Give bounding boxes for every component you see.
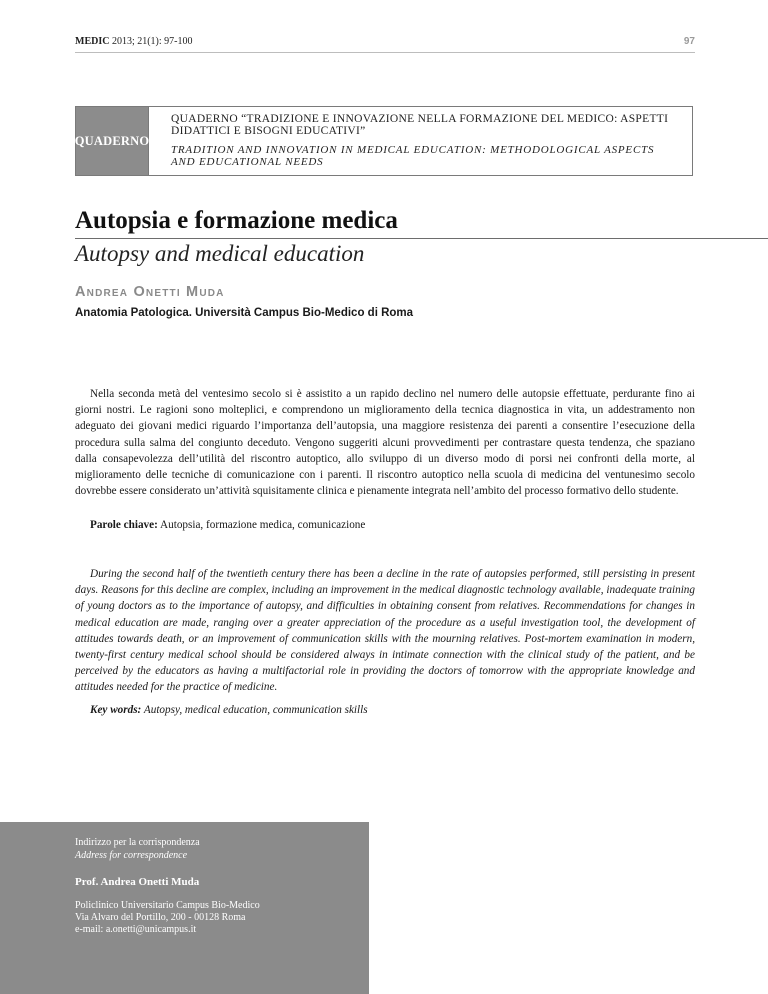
- keywords-values: Autopsia, formazione medica, comunicazione: [160, 519, 366, 531]
- correspondence-name: Prof. Andrea Onetti Muda: [75, 876, 200, 888]
- header-rule: [75, 52, 695, 53]
- author-affiliation: Anatomia Patologica. Università Campus Bio-Medico di Roma: [75, 307, 414, 319]
- keywords-label: Key words:: [90, 704, 142, 716]
- correspondence-email[interactable]: e-mail: a.onetti@unicampus.it: [75, 924, 197, 935]
- series-box: [75, 106, 693, 176]
- series-title-en: TRADITION AND INNOVATION IN MEDICAL EDUCATION: METHODOLOGICAL ASPECTS AND EDUCATIONAL NEEDS: [171, 144, 655, 168]
- abstract-italian: Nella seconda metà del ventesimo secolo si è assistito a un rapido declino nel numero delle autopsie effettuate, perdurante fino ai giorni nostri. Le ragioni sono molteplici, e comprendono un miglioramento della tecnica diagnostica in vita, un addestramento non adeguato dei giovani medici riguardo l’importanza dell’autopsia, una maggiore resistenza dei parenti a consentire l’esecuzione della procedura sulla salma del congiunto deceduto. Vengono suggeriti alcuni provvedimenti per contrastare questa tendenza, che spaziano dalla consapevolezza dell’utilità del riscontro autoptico, allo sviluppo di un diverso modo di porsi nei confronti della morte, al miglioramento delle tecniche di comunicazione con i parenti. Il riscontro autoptico nella scuola di medicina del ventunesimo secolo dovrebbe essere considerato un’attività squisitamente clinica e pienamente integrata nell’ambito del processo formativo dello studente.: [75, 388, 695, 498]
- journal-name: MEDIC: [75, 36, 110, 47]
- article-title: Autopsia e formazione medica: [75, 207, 398, 234]
- series-label: QUADERNO: [76, 107, 149, 175]
- page-number: 97: [683, 36, 695, 47]
- correspondence-address-2: Via Alvaro del Portillo, 200 - 00128 Roma: [75, 912, 246, 923]
- keywords-english: [90, 704, 368, 716]
- author-name: Andrea Onetti Muda: [75, 284, 225, 300]
- article-subtitle: Autopsy and medical education: [75, 241, 365, 266]
- citation: 2013; 21(1): 97-100: [111, 36, 193, 47]
- keywords-italian: [90, 519, 365, 531]
- series-title-it: QUADERNO “TRADIZIONE E INNOVAZIONE NELLA FORMAZIONE DEL MEDICO: ASPETTI DIDATTICI E BISOGNI EDUCATIVI”: [171, 113, 669, 137]
- title-rule: [75, 238, 768, 239]
- correspondence-label-en: Address for correspondence: [75, 850, 188, 861]
- correspondence-box: [0, 822, 369, 994]
- running-head: [75, 36, 695, 47]
- abstract-english: During the second half of the twentieth century there has been a decline in the rate of autopsies performed, still persisting in present days. Reasons for this decline are complex, including an improvement in the medical diagnostic technology available, inadequate training of young doctors as to the importance of autopsy, and difficulties in obtaining consent from relatives. Recommendations for changes in medical education are made, ranging over a greater appreciation of the procedure as a useful investigation tool, the development of attitudes towards death, or an improvement of communication skills with the mourning relatives. Post-mortem examination in modern, twenty-first century medical school should be considered always in intimate connection with the clinical study of the patient, and be perceived by the educators as having a multifactorial role in providing the doctors of tomorrow with the appropriate knowledge and attitudes needed for the practice of medicine.: [75, 568, 695, 694]
- correspondence-address-1: Policlinico Universitario Campus Bio-Medico: [75, 900, 260, 911]
- keywords-label: Parole chiave:: [90, 519, 158, 531]
- series-titles: [149, 107, 692, 175]
- keywords-values: Autopsy, medical education, communication skills: [143, 704, 368, 716]
- correspondence-label-it: Indirizzo per la corrispondenza: [75, 837, 200, 848]
